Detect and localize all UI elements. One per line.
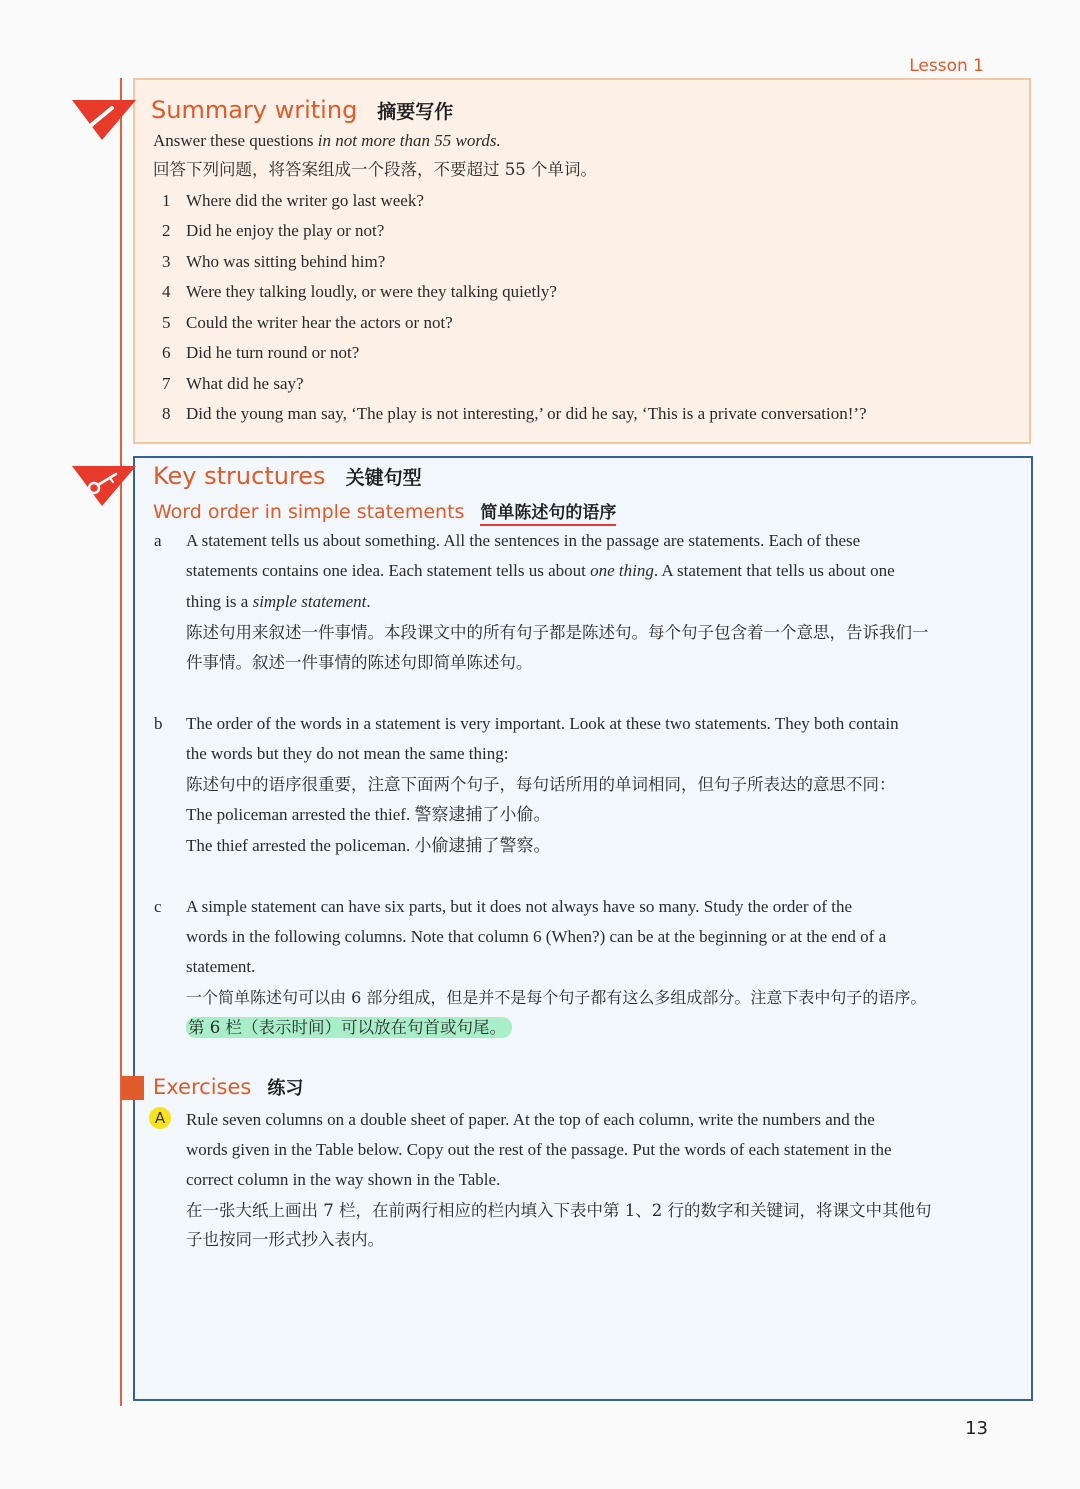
question-number: 8	[162, 404, 171, 423]
item-letter-a: a	[154, 531, 162, 550]
para-c-line-3: statement.	[186, 957, 256, 976]
summary-instruction-cn: 回答下列问题，将答案组成一个段落，不要超过 55 个单词。	[153, 160, 597, 179]
para-b-example-2: The thief arrested the policeman. 小偷逮捕了警察。	[186, 836, 551, 855]
question-text: Were they talking loudly, or were they talking quietly?	[186, 282, 557, 301]
para-b-example-1: The policeman arrested the thief. 警察逮捕了小偷。	[186, 805, 551, 824]
question-number: 4	[162, 282, 171, 301]
summary-title-cn: 摘要写作	[377, 101, 454, 123]
question-number: 7	[162, 374, 171, 393]
exercises-title-en: Exercises	[153, 1075, 252, 1099]
question-text: Who was sitting behind him?	[186, 252, 386, 271]
para-c-line-1: A simple statement can have six parts, but it does not always have so many. Study the order of the	[186, 897, 853, 916]
para-c-line-2: words in the following columns. Note that column 6 (When?) can be at the beginning or at the end of a	[186, 927, 887, 946]
question-number: 3	[162, 252, 171, 271]
subtitle-cn: 简单陈述句的语序	[480, 503, 616, 526]
exercises-marker	[122, 1076, 144, 1100]
exercise-a-line-3: correct column in the way shown in the Table.	[186, 1170, 501, 1189]
question-number: 2	[162, 221, 171, 240]
item-letter-c: c	[154, 897, 162, 916]
summary-title-en: Summary writing	[151, 96, 358, 124]
highlighted-text: 第 6 栏（表示时间）可以放在句首或句尾。	[186, 1017, 512, 1038]
para-a-line-1: A statement tells us about something. All the sentences in the passage are statements. Each of these	[186, 531, 861, 550]
key-structures-title	[153, 462, 422, 490]
key-title-en: Key structures	[153, 462, 326, 490]
question-text: What did he say?	[186, 374, 304, 393]
para-a-line-3c: .	[366, 592, 371, 611]
key-icon	[72, 466, 136, 506]
exercise-a-cn-2: 子也按同一形式抄入表内。	[186, 1230, 384, 1249]
para-a-line-3	[186, 591, 371, 613]
para-a-cn-1: 陈述句用来叙述一件事情。本段课文中的所有句子都是陈述句。每个句子包含着一个意思，告诉我们一	[186, 623, 929, 642]
margin-line	[120, 78, 122, 1406]
para-b-line-2: the words but they do not mean the same thing:	[186, 744, 509, 763]
question-text: Did he turn round or not?	[186, 343, 360, 362]
exercises-title-cn: 练习	[267, 1078, 304, 1099]
para-a-line-2	[186, 560, 895, 582]
para-c-cn-2	[186, 1017, 512, 1039]
summary-title	[151, 96, 453, 124]
question-text: Did he enjoy the play or not?	[186, 221, 385, 240]
summary-instruction	[153, 130, 501, 152]
exercise-a-cn-1: 在一张大纸上画出 7 栏，在前两行相应的栏内填入下表中第 1、2 行的数字和关键词，将课文中其他句	[186, 1201, 932, 1220]
question-text: Could the writer hear the actors or not?	[186, 313, 453, 332]
question-number: 5	[162, 313, 171, 332]
word-order-subtitle	[153, 498, 616, 523]
para-c-cn-1: 一个简单陈述句可以由 6 部分组成，但是并不是每个句子都有这么多组成部分。注意下表中句子的语序。	[186, 988, 927, 1007]
page-number: 13	[965, 1418, 988, 1439]
item-letter-b: b	[154, 714, 163, 733]
para-a-line-3a: thing is a	[186, 592, 253, 611]
exercise-a-line-2: words given in the Table below. Copy out the rest of the passage. Put the words of each statement in the	[186, 1140, 892, 1159]
question-number: 1	[162, 191, 171, 210]
subtitle-en: Word order in simple statements	[153, 501, 465, 523]
para-a-line-2b: one thing	[590, 561, 654, 580]
para-b-cn-1: 陈述句中的语序很重要，注意下面两个句子，每句话所用的单词相同，但句子所表达的意思不同：	[186, 775, 896, 794]
exercise-a-line-1: Rule seven columns on a double sheet of paper. At the top of each column, write the numbers and the	[186, 1110, 875, 1129]
para-b-line-1: The order of the words in a statement is very important. Look at these two statements. They both contain	[186, 714, 899, 733]
lesson-label: Lesson 1	[909, 56, 984, 76]
para-a-line-3b: simple statement	[252, 592, 367, 611]
question-text: Where did the writer go last week?	[186, 191, 424, 210]
exercises-title	[153, 1074, 303, 1100]
para-a-line-2a: statements contains one idea. Each statement tells us about	[186, 561, 591, 580]
question-number: 6	[162, 343, 171, 362]
pencil-icon	[72, 100, 136, 140]
exercise-a-badge: A	[149, 1107, 171, 1129]
summary-instruction-b: in not more than 55 words.	[317, 131, 501, 150]
question-text: Did the young man say, ‘The play is not interesting,’ or did he say, ‘This is a private conversation!’?	[186, 404, 867, 423]
key-title-cn: 关键句型	[345, 467, 422, 489]
para-a-line-2c: . A statement that tells us about one	[653, 561, 895, 580]
summary-instruction-a: Answer these questions	[153, 131, 318, 150]
para-a-cn-2: 件事情。叙述一件事情的陈述句即简单陈述句。	[186, 653, 533, 672]
